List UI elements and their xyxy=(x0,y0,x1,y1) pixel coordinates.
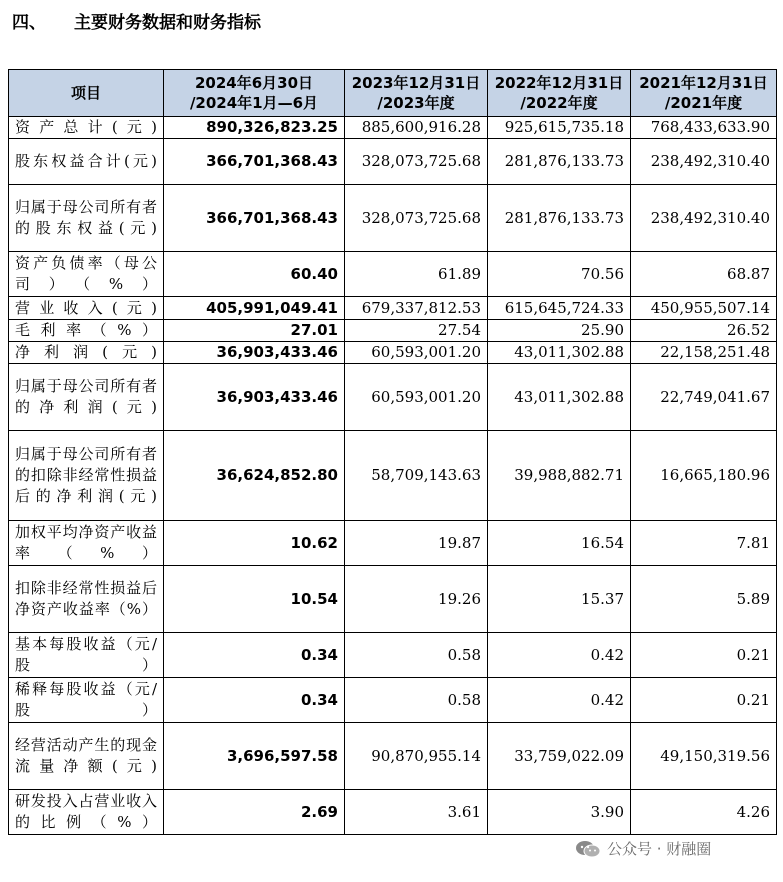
cell-value: 2.69 xyxy=(164,790,345,835)
table-body xyxy=(9,117,777,835)
table-row xyxy=(9,252,777,297)
cell-value: 0.42 xyxy=(488,633,631,678)
cell-value: 70.56 xyxy=(488,252,631,297)
cell-value: 450,955,507.14 xyxy=(631,297,777,320)
watermark-text: 公众号 · 财融圈 xyxy=(607,840,712,858)
header-2023: 2023年12月31日 /2023年度 xyxy=(345,70,488,117)
cell-value: 22,158,251.48 xyxy=(631,342,777,364)
header-item: 项目 xyxy=(9,70,164,117)
cell-value: 25.90 xyxy=(488,320,631,342)
cell-value: 238,492,310.40 xyxy=(631,139,777,185)
row-label: 归属于母公司所有者的扣除非经常性损益后的净利润(元) xyxy=(9,431,164,521)
cell-value: 0.21 xyxy=(631,633,777,678)
cell-value: 0.34 xyxy=(164,633,345,678)
wechat-icon xyxy=(575,840,601,858)
cell-value: 60.40 xyxy=(164,252,345,297)
cell-value: 405,991,049.41 xyxy=(164,297,345,320)
cell-value: 10.62 xyxy=(164,521,345,566)
cell-value: 4.26 xyxy=(631,790,777,835)
cell-value: 890,326,823.25 xyxy=(164,117,345,139)
header-2021: 2021年12月31日 /2021年度 xyxy=(631,70,777,117)
cell-value: 281,876,133.73 xyxy=(488,185,631,252)
cell-value: 281,876,133.73 xyxy=(488,139,631,185)
cell-value: 36,903,433.46 xyxy=(164,364,345,431)
table-row xyxy=(9,431,777,521)
watermark xyxy=(575,838,711,859)
cell-value: 925,615,735.18 xyxy=(488,117,631,139)
cell-value: 68.87 xyxy=(631,252,777,297)
cell-value: 0.58 xyxy=(345,633,488,678)
cell-value: 60,593,001.20 xyxy=(345,342,488,364)
table-row xyxy=(9,297,777,320)
row-label: 归属于母公司所有者的股东权益(元) xyxy=(9,185,164,252)
cell-value: 0.21 xyxy=(631,678,777,723)
table-row xyxy=(9,342,777,364)
table-header-row xyxy=(9,70,777,117)
row-label: 营业收入(元) xyxy=(9,297,164,320)
row-label: 稀释每股收益（元/股） xyxy=(9,678,164,723)
table-row xyxy=(9,139,777,185)
cell-value: 58,709,143.63 xyxy=(345,431,488,521)
cell-value: 328,073,725.68 xyxy=(345,185,488,252)
table-row xyxy=(9,790,777,835)
cell-value: 36,903,433.46 xyxy=(164,342,345,364)
cell-value: 33,759,022.09 xyxy=(488,723,631,790)
cell-value: 328,073,725.68 xyxy=(345,139,488,185)
cell-value: 885,600,916.28 xyxy=(345,117,488,139)
row-label: 研发投入占营业收入的比例（%） xyxy=(9,790,164,835)
cell-value: 43,011,302.88 xyxy=(488,342,631,364)
table-row xyxy=(9,566,777,633)
header-2022: 2022年12月31日 /2022年度 xyxy=(488,70,631,117)
cell-value: 0.34 xyxy=(164,678,345,723)
cell-value: 679,337,812.53 xyxy=(345,297,488,320)
header-2024h1: 2024年6月30日 /2024年1月—6月 xyxy=(164,70,345,117)
cell-value: 0.58 xyxy=(345,678,488,723)
table-row xyxy=(9,521,777,566)
table-row xyxy=(9,364,777,431)
row-label: 基本每股收益（元/股） xyxy=(9,633,164,678)
cell-value: 3.90 xyxy=(488,790,631,835)
cell-value: 7.81 xyxy=(631,521,777,566)
cell-value: 5.89 xyxy=(631,566,777,633)
cell-value: 3,696,597.58 xyxy=(164,723,345,790)
cell-value: 43,011,302.88 xyxy=(488,364,631,431)
row-label: 资产总计(元) xyxy=(9,117,164,139)
cell-value: 16,665,180.96 xyxy=(631,431,777,521)
row-label: 净利润(元) xyxy=(9,342,164,364)
cell-value: 16.54 xyxy=(488,521,631,566)
cell-value: 22,749,041.67 xyxy=(631,364,777,431)
table-row xyxy=(9,185,777,252)
cell-value: 60,593,001.20 xyxy=(345,364,488,431)
row-label: 经营活动产生的现金流量净额(元) xyxy=(9,723,164,790)
cell-value: 19.26 xyxy=(345,566,488,633)
row-label: 资产负债率（母公司）（%） xyxy=(9,252,164,297)
table-row xyxy=(9,320,777,342)
cell-value: 39,988,882.71 xyxy=(488,431,631,521)
cell-value: 366,701,368.43 xyxy=(164,139,345,185)
cell-value: 615,645,724.33 xyxy=(488,297,631,320)
table-row xyxy=(9,678,777,723)
financial-data-table xyxy=(8,69,777,835)
cell-value: 27.54 xyxy=(345,320,488,342)
cell-value: 0.42 xyxy=(488,678,631,723)
cell-value: 19.87 xyxy=(345,521,488,566)
table-row xyxy=(9,117,777,139)
cell-value: 49,150,319.56 xyxy=(631,723,777,790)
row-label: 扣除非经常性损益后净资产收益率（%） xyxy=(9,566,164,633)
section-number: 四、 xyxy=(12,13,46,33)
cell-value: 238,492,310.40 xyxy=(631,185,777,252)
cell-value: 10.54 xyxy=(164,566,345,633)
cell-value: 26.52 xyxy=(631,320,777,342)
cell-value: 61.89 xyxy=(345,252,488,297)
row-label: 归属于母公司所有者的净利润(元) xyxy=(9,364,164,431)
section-title: 主要财务数据和财务指标 xyxy=(74,13,261,33)
cell-value: 3.61 xyxy=(345,790,488,835)
cell-value: 768,433,633.90 xyxy=(631,117,777,139)
cell-value: 90,870,955.14 xyxy=(345,723,488,790)
cell-value: 15.37 xyxy=(488,566,631,633)
row-label: 毛利率（%） xyxy=(9,320,164,342)
cell-value: 27.01 xyxy=(164,320,345,342)
cell-value: 36,624,852.80 xyxy=(164,431,345,521)
row-label: 股东权益合计(元) xyxy=(9,139,164,185)
table-row xyxy=(9,723,777,790)
cell-value: 366,701,368.43 xyxy=(164,185,345,252)
row-label: 加权平均净资产收益率（%） xyxy=(9,521,164,566)
section-heading xyxy=(12,8,261,33)
table-row xyxy=(9,633,777,678)
